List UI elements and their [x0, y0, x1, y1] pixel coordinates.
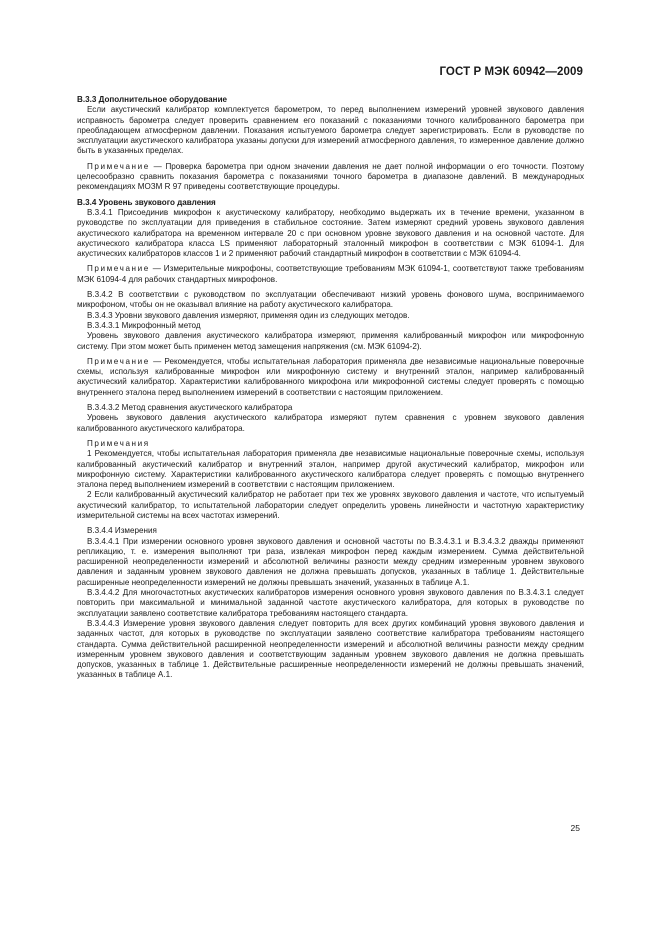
paragraph-barometer: Если акустический калибратор комплектуется барометром, то перед выполнением измерений уровней звукового давления исправность барометра следует проверить сравнением его показаний с показаниями точного калиброванного барометра при преобладающем атмосферном давлении. Показания испытуемого барометра следует зарегистрировать. Если в руководстве по эксплуатации акустического калибратора указаны допуски для измерений атмосферного давления, то измеренное давление должно быть в указанных пределах. — [77, 105, 584, 156]
paragraph-b3441: В.3.4.4.1 При измерении основного уровня звукового давления и основной частоты по В.3.4.3.1 и В.3.4.3.2 дважды применяют репликацию, т. е. измерения выполняют три раза, извлекая микрофон перед каждым измерением. Сумма действительной расширенной неопределенности измерений и абсолютной величины разности между средним измеренным уровнем звукового давления и заданным уровнем звукового давления не должна превышать допусков, указанных в таблице 1. Действительные расширенные неопределенности измерений не должны превышать значений, указанных в таблице А.1. — [77, 536, 584, 587]
paragraph-b3432-heading: В.3.4.3.2 Метод сравнения акустического калибратора — [87, 403, 293, 413]
note-item-2: 2 Если калиброванный акустический калибратор не работает при тех же уровнях звукового давления и частоте, что испытуемый акустический калибратор, то испытательной лаборатории следует определить уровень линейности и частотную характеристику измерительной системы на всех частотах измерений. — [77, 490, 584, 520]
note-label: Примечание — [87, 264, 150, 274]
note-label: Примечание — [87, 356, 150, 366]
note-text: — Проверка барометра при одном значении давления не дает полной информации о его точности. Поэтому целесообразно сравнить показания барометра с показаниями точного барометра в диапазоне давлений. В международных рекомендациях МОЗМ R 97 приведены соответствующие процедуры. — [77, 161, 584, 192]
paragraph-b344-heading: В.3.4.4 Измерения — [87, 526, 157, 536]
paragraph-b341: В.3.4.1 Присоединив микрофон к акустическому калибратору, необходимо выдержать их в течение времени, указанном в руководстве по эксплуатации для приведения в стабильное состояние. Затем измеряют средний уровень звукового давления акустического калибратора на временном интервале 20 с при основном уровне звукового давления и на основной частоте. Для акустического калибратора класса LS применяют лабораторный эталонный микрофон в соответствии с МЭК 61094-1. Для акустических калибраторов классов 1 и 2 применяют рабочий стандартный микрофон в соответствии с МЭК 61094-4. — [77, 207, 584, 259]
page-number: 25 — [570, 823, 580, 833]
note-microphones — [77, 264, 584, 285]
paragraph-b343: В.3.4.3 Уровни звукового давления измеряют, применяя один из следующих методов. — [87, 310, 410, 320]
note-item-1: 1 Рекомендуется, чтобы испытательная лаборатория применяла две независимые национальные поверочные схемы, используя калиброванный акустический калибратор и внутренний эталон, например другой акустический калибратор, микрофон или микрофонную систему. Характеристики калиброванного акустического калибратора следует проверять с помощью внутреннего эталона перед выполнением измерений в соответствии с настоящим приложением. — [77, 449, 584, 490]
section-heading-b33: В.3.3 Дополнительное оборудование — [77, 95, 228, 104]
paragraph-microphone-method: Уровень звукового давления акустического калибратора измеряют, применяя калиброванный микрофон или микрофонную систему. При этом может быть применен метод замещения напряжения (см. МЭК 61094-2). — [77, 331, 584, 351]
paragraph-b342: В.3.4.2 В соответствии с руководством по эксплуатации обеспечивают низкий уровень фонового шума, воспринимаемого микрофоном, чтобы он не оказывал влияние на работу акустического калибратора. — [77, 290, 584, 310]
document-header-title: ГОСТ Р МЭК 60942—2009 — [439, 66, 583, 78]
notes-heading: Примечания — [87, 438, 150, 448]
section-heading-b34: В.3.4 Уровень звукового давления — [77, 197, 216, 207]
document-body — [77, 95, 584, 681]
note-text: — Рекомендуется, чтобы испытательная лаборатория применяла две независимые национальные поверочные схемы, используя калиброванные микрофон или микрофонную систему и внутренний эталон, например калиброванный акустический калибратор. Характеристики калиброванного микрофона или микрофонной системы следует проверять с помощью внутреннего эталона перед выполнением измерений в соответствии с настоящим приложением. — [77, 356, 584, 397]
note-label: Примечание — [87, 161, 150, 171]
paragraph-b3442: В.3.4.4.2 Для многочастотных акустических калибраторов измерения основного уровня звукового давления по В.3.4.3.1 следует повторить при максимальной и минимальной заданной частоте акустического калибратора, для которых в руководстве по эксплуатации заявлено соответствие калибратора требованиям настоящего стандарта. — [77, 588, 584, 618]
paragraph-b3431-heading: В.3.4.3.1 Микрофонный метод — [87, 320, 201, 330]
note-text: — Измерительные микрофоны, соответствующие требованиям МЭК 61094-1, соответствуют также требованиям МЭК 61094-4 для рабочих стандартных микрофонов. — [77, 264, 584, 284]
paragraph-b3443: В.3.4.4.3 Измерение уровня звукового давления следует повторить для всех других комбинаций уровня звукового давления и заданных частот, для которых в руководстве по эксплуатации заявлено соответствие калибратора требованиям настоящего стандарта. Сумма действительной расширенной неопределенности измерений и абсолютной величины разности между средним измеренным уровнем звукового давления и соответствующим заданным уровнем звукового давления не должна превышать допусков, указанных в таблице 1. Действительные расширенные неопределенности измерений не должны превышать значений, указанных в таблице А.1. — [77, 618, 584, 680]
note-lab-recommendation — [77, 357, 584, 398]
note-barometer — [77, 162, 584, 193]
paragraph-comparison-method: Уровень звукового давления акустического калибратора измеряют путем сравнения с уровнем звукового давления калиброванного акустического калибратора. — [77, 413, 584, 433]
